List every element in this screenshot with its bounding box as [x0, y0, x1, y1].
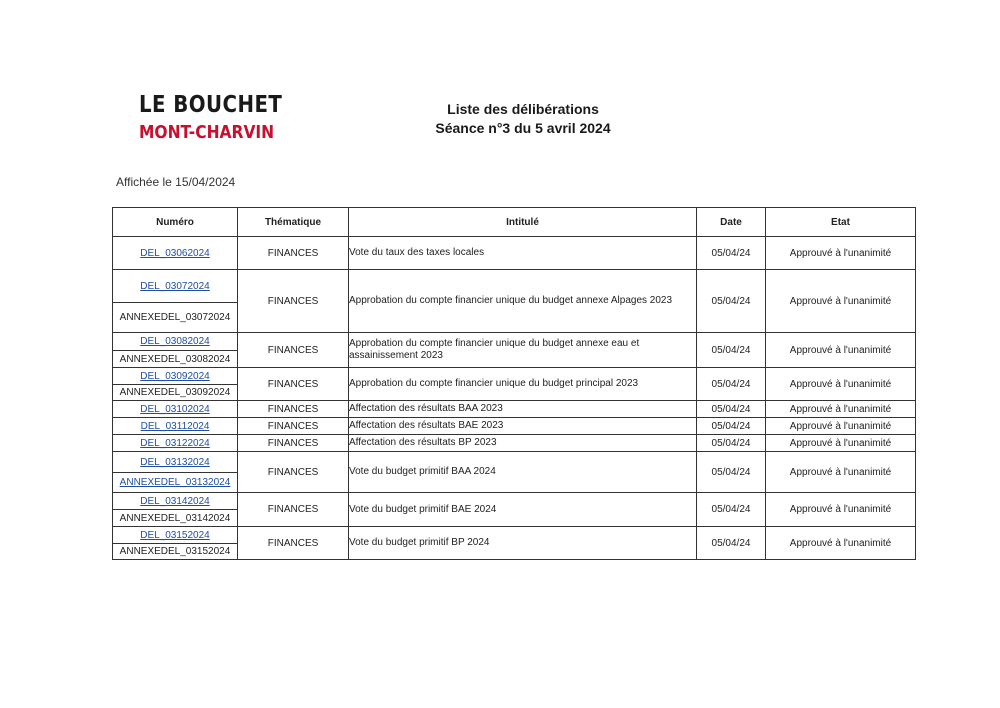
annexe-reference: ANNEXEDEL_03152024: [113, 543, 237, 559]
numero-cell: [113, 418, 238, 435]
intitule-cell: Approbation du compte financier unique du budget annexe Alpages 2023: [349, 270, 697, 333]
table-row: [113, 435, 916, 452]
deliberation-link[interactable]: DEL_03152024: [140, 529, 210, 541]
annexe-reference[interactable]: ANNEXEDEL_03132024: [113, 472, 237, 492]
table-row: [113, 527, 916, 560]
deliberation-link[interactable]: DEL_03062024: [140, 247, 210, 259]
etat-cell: Approuvé à l'unanimité: [766, 527, 916, 560]
table-row: [113, 270, 916, 333]
date-cell: 05/04/24: [697, 237, 766, 270]
thematique-cell: FINANCES: [238, 435, 349, 452]
etat-cell: Approuvé à l'unanimité: [766, 452, 916, 493]
deliberation-link[interactable]: DEL_03112024: [140, 420, 210, 432]
numero-cell: [113, 237, 238, 270]
table-row: [113, 401, 916, 418]
etat-cell: Approuvé à l'unanimité: [766, 237, 916, 270]
numero-cell: [113, 401, 238, 418]
header-numero: Numéro: [113, 208, 238, 237]
intitule-cell: Vote du budget primitif BAE 2024: [349, 493, 697, 527]
table-row: [113, 418, 916, 435]
thematique-cell: FINANCES: [238, 270, 349, 333]
date-cell: 05/04/24: [697, 452, 766, 493]
etat-cell: Approuvé à l'unanimité: [766, 270, 916, 333]
numero-cell: [113, 493, 238, 527]
intitule-cell: Approbation du compte financier unique du budget annexe eau et assainissement 2023: [349, 333, 697, 368]
etat-cell: Approuvé à l'unanimité: [766, 368, 916, 401]
intitule-cell: Vote du budget primitif BAA 2024: [349, 452, 697, 493]
numero-cell: [113, 270, 238, 333]
thematique-cell: FINANCES: [238, 237, 349, 270]
thematique-cell: FINANCES: [238, 333, 349, 368]
document-heading: [400, 100, 646, 138]
table-body: [113, 237, 916, 560]
table-row: [113, 368, 916, 401]
intitule-cell: Affectation des résultats BAA 2023: [349, 401, 697, 418]
date-cell: 05/04/24: [697, 333, 766, 368]
date-cell: 05/04/24: [697, 493, 766, 527]
thematique-cell: FINANCES: [238, 493, 349, 527]
logo-line-2: MONT-CHARVIN: [139, 122, 275, 143]
deliberation-link[interactable]: DEL_03082024: [140, 336, 210, 347]
thematique-cell: FINANCES: [238, 527, 349, 560]
table-row: [113, 333, 916, 368]
intitule-cell: Affectation des résultats BAE 2023: [349, 418, 697, 435]
date-cell: 05/04/24: [697, 435, 766, 452]
thematique-cell: FINANCES: [238, 368, 349, 401]
date-cell: 05/04/24: [697, 527, 766, 560]
deliberation-link[interactable]: DEL_03072024: [140, 280, 210, 292]
intitule-cell: Affectation des résultats BP 2023: [349, 435, 697, 452]
heading-title: Liste des délibérations: [447, 101, 599, 117]
date-cell: 05/04/24: [697, 270, 766, 333]
intitule-cell: Vote du budget primitif BP 2024: [349, 527, 697, 560]
commune-logo: [139, 92, 306, 143]
date-cell: 05/04/24: [697, 368, 766, 401]
header-etat: Etat: [766, 208, 916, 237]
table-row: [113, 237, 916, 270]
table-row: [113, 452, 916, 493]
numero-cell: [113, 452, 238, 493]
etat-cell: Approuvé à l'unanimité: [766, 401, 916, 418]
numero-cell: [113, 527, 238, 560]
annexe-reference: ANNEXEDEL_03082024: [113, 350, 237, 367]
deliberation-link[interactable]: DEL_03132024: [140, 456, 210, 468]
header-date: Date: [697, 208, 766, 237]
date-cell: 05/04/24: [697, 418, 766, 435]
numero-cell: [113, 333, 238, 368]
deliberation-link[interactable]: DEL_03142024: [140, 495, 210, 507]
thematique-cell: FINANCES: [238, 452, 349, 493]
numero-cell: [113, 435, 238, 452]
posted-date: Affichée le 15/04/2024: [116, 175, 236, 189]
header-intitule: Intitulé: [349, 208, 697, 237]
table-row: [113, 493, 916, 527]
logo-line-1: LE BOUCHET: [139, 92, 283, 118]
etat-cell: Approuvé à l'unanimité: [766, 333, 916, 368]
annexe-reference: ANNEXEDEL_03142024: [113, 509, 237, 526]
date-cell: 05/04/24: [697, 401, 766, 418]
deliberation-link[interactable]: DEL_03092024: [140, 370, 210, 382]
intitule-cell: Vote du taux des taxes locales: [349, 237, 697, 270]
etat-cell: Approuvé à l'unanimité: [766, 435, 916, 452]
numero-cell: [113, 368, 238, 401]
annexe-reference: ANNEXEDEL_03072024: [113, 302, 237, 332]
annexe-reference: ANNEXEDEL_03092024: [113, 384, 237, 400]
header-thematique: Thématique: [238, 208, 349, 237]
etat-cell: Approuvé à l'unanimité: [766, 493, 916, 527]
deliberations-table: [112, 207, 916, 560]
table-header-row: [113, 208, 916, 237]
deliberation-link[interactable]: DEL_03122024: [140, 437, 210, 449]
heading-session: Séance n°3 du 5 avril 2024: [435, 120, 611, 136]
etat-cell: Approuvé à l'unanimité: [766, 418, 916, 435]
deliberation-link[interactable]: DEL_03102024: [140, 403, 210, 415]
thematique-cell: FINANCES: [238, 418, 349, 435]
thematique-cell: FINANCES: [238, 401, 349, 418]
intitule-cell: Approbation du compte financier unique du budget principal 2023: [349, 368, 697, 401]
